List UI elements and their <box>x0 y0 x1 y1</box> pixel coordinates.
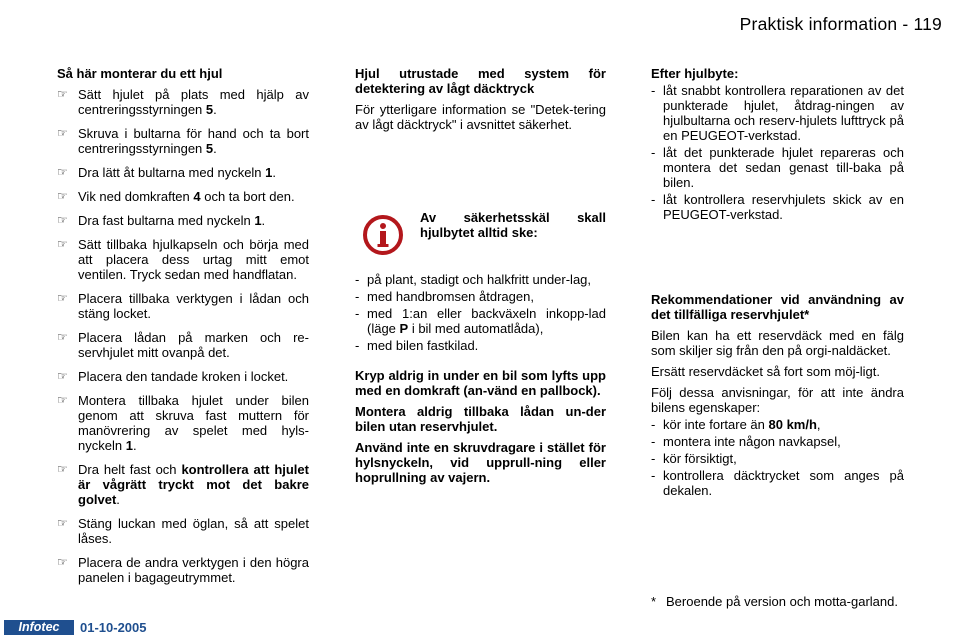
column-mounting-wheel <box>57 66 309 594</box>
infotec-logo: Infotec <box>4 620 74 635</box>
pointing-hand-icon: ☞ <box>57 291 68 305</box>
pointing-hand-icon: ☞ <box>57 237 68 251</box>
warning-paragraph-3: Använd inte en skruvdragare i stället för hylsnyckeln, vid upprull-ning eller hoprullning av vajern. <box>355 440 606 485</box>
list-item: ☞ Vik ned domkraften 4 och ta bort den. <box>57 189 295 204</box>
list-item: - på plant, stadigt och halkfritt under-lag, <box>355 272 606 287</box>
footer-date: 01-10-2005 <box>80 620 147 635</box>
pointing-hand-icon: ☞ <box>57 330 68 344</box>
page-title: Praktisk information - 119 <box>739 14 942 34</box>
mounting-heading: Så här monterar du ett hjul <box>57 66 223 81</box>
warning-paragraph-2: Montera aldrig tillbaka lådan un-der bilen utan reservhjulet. <box>355 404 606 434</box>
tpms-paragraph: För ytterligare information se "Detek-tering av lågt däcktryck" i avsnittet säkerhet. <box>355 102 606 132</box>
spare-paragraph-3: Följ dessa anvisningar, för att inte ändra bilens egenskaper: <box>651 385 904 415</box>
footnote <box>651 594 904 609</box>
footnote-text: Beroende på version och motta-garland. <box>666 594 898 609</box>
list-item: ☞ Skruva i bultarna för hand och ta bort centreringsstyrningen 5. <box>57 126 309 156</box>
list-item: ☞ Montera tillbaka hjulet under bilen genom att skruva fast muttern för manövrering av spelet med hyls-nyckeln 1. <box>57 393 309 453</box>
list-item: ☞ Placera lådan på marken och re-servhjulet mitt ovanpå det. <box>57 330 309 360</box>
info-warning-icon <box>362 214 404 256</box>
safety-warning-text: Av säkerhetsskäl skall hjulbytet alltid ske: <box>420 210 606 240</box>
pointing-hand-icon: ☞ <box>57 213 68 227</box>
list-item: ☞ Placera de andra verktygen i den högra panelen i bagageutrymmet. <box>57 555 309 585</box>
list-item: ☞ Stäng luckan med öglan, så att spelet låses. <box>57 516 309 546</box>
pointing-hand-icon: ☞ <box>57 165 68 179</box>
list-item: - kör försiktigt, <box>651 451 904 466</box>
list-item: - med 1:an eller backväxeln inkopp-lad (läge P i bil med automatlåda), <box>355 306 606 336</box>
spare-wheel-rules <box>651 417 904 498</box>
pointing-hand-icon: ☞ <box>57 369 68 383</box>
tpms-heading: Hjul utrustade med system för detektering av lågt däcktryck <box>355 66 606 96</box>
list-item: - med handbromsen åtdragen, <box>355 289 606 304</box>
pointing-hand-icon: ☞ <box>57 126 68 140</box>
list-item: - låt kontrollera reservhjulets skick av en PEUGEOT-verkstad. <box>651 192 904 222</box>
spare-paragraph-2: Ersätt reservdäcket så fort som möj-ligt. <box>651 364 881 379</box>
column-tyre-pressure <box>355 66 606 138</box>
list-item: - montera inte någon navkapsel, <box>651 434 904 449</box>
mounting-steps <box>57 87 309 585</box>
list-item: ☞ Dra lätt åt bultarna med nyckeln 1. <box>57 165 277 180</box>
column-safety-conditions <box>355 272 606 491</box>
pointing-hand-icon: ☞ <box>57 516 68 530</box>
list-item: ☞ Sätt hjulet på plats med hjälp av centreringsstyrningen 5. <box>57 87 309 117</box>
list-item: - låt snabbt kontrollera reparationen av det punkterade hjulet, åtdrag-ningen av hjulbultarna och reserv-hjulets lufttryck på en PEUGEOT-verkstad. <box>651 83 904 143</box>
safety-conditions-list <box>355 272 606 353</box>
after-change-list <box>651 83 904 222</box>
spare-wheel-heading: Rekommendationer vid användning av det tillfälliga reservhjulet* <box>651 292 904 322</box>
pointing-hand-icon: ☞ <box>57 393 68 407</box>
pointing-hand-icon: ☞ <box>57 87 68 101</box>
list-item: - låt det punkterade hjulet repareras och montera det sedan genast till-baka på bilen. <box>651 145 904 190</box>
column-spare-wheel <box>651 292 904 500</box>
column-after-change <box>651 66 904 224</box>
pointing-hand-icon: ☞ <box>57 462 68 476</box>
spare-paragraph-1: Bilen kan ha ett reservdäck med en fälg som skiljer sig från den på orgi-naldäcket. <box>651 328 904 358</box>
safety-warning-box <box>355 210 606 265</box>
footnote-marker: * <box>651 594 657 609</box>
list-item: - kör inte fortare än 80 km/h, <box>651 417 904 432</box>
after-change-heading: Efter hjulbyte: <box>651 66 739 81</box>
list-item: ☞ Dra fast bultarna med nyckeln 1. <box>57 213 266 228</box>
list-item: ☞ Placera tillbaka verktygen i lådan och stäng locket. <box>57 291 309 321</box>
pointing-hand-icon: ☞ <box>57 555 68 569</box>
pointing-hand-icon: ☞ <box>57 189 68 203</box>
list-item: ☞ Placera den tandade kroken i locket. <box>57 369 289 384</box>
list-item: - kontrollera däcktrycket som anges på dekalen. <box>651 468 904 498</box>
list-item: ☞ Sätt tillbaka hjulkapseln och börja med att placera dess urtag mitt emot ventilen. Tryck sedan med handflatan. <box>57 237 309 282</box>
warning-paragraph-1: Kryp aldrig in under en bil som lyfts upp med en domkraft (an-vänd en pallbock). <box>355 368 606 398</box>
list-item: - med bilen fastkilad. <box>355 338 606 353</box>
list-item: ☞ Dra helt fast och kontrollera att hjulet är vågrätt tryckt mot det bakre golvet. <box>57 462 309 507</box>
